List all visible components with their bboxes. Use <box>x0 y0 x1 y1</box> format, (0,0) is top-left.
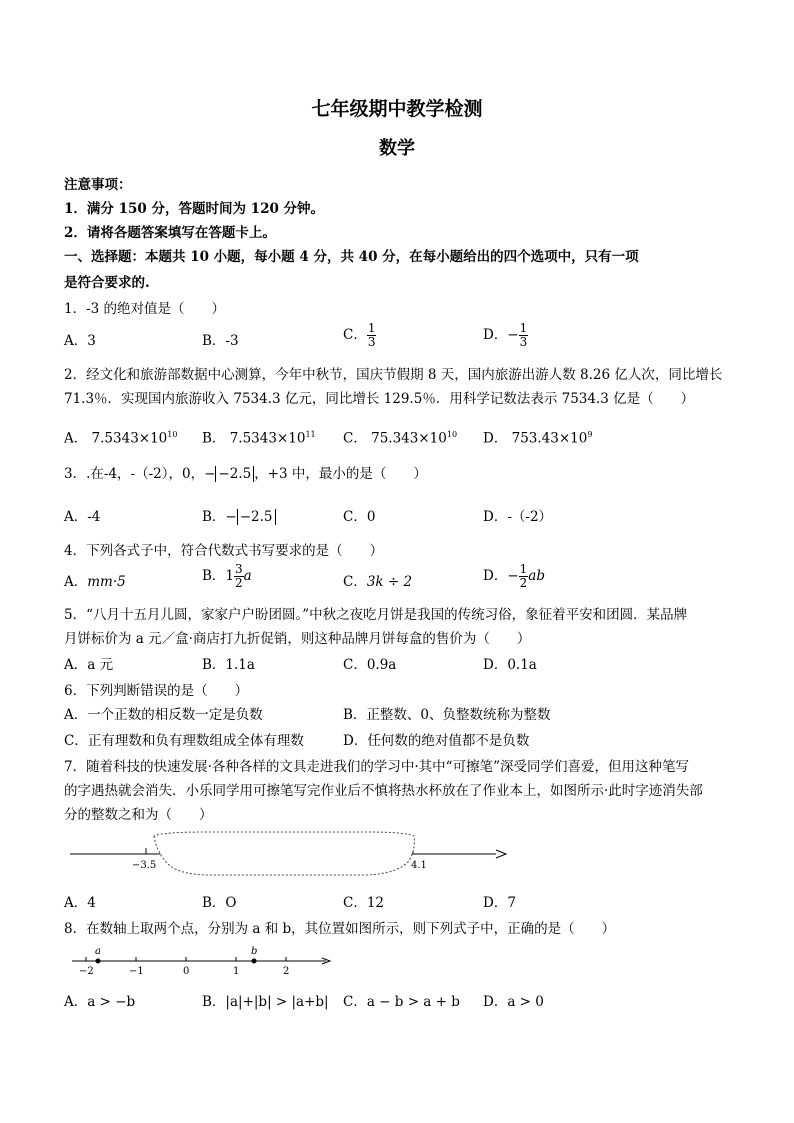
note-1: 1．满分 150 分，答题时间为 120 分钟。 <box>64 201 325 217</box>
q5-option-a: A．a 元 <box>64 657 114 673</box>
denominator: 3 <box>367 335 376 349</box>
q3-option-a: A．-4 <box>64 509 101 525</box>
expression: 3k ÷ 2 <box>366 574 413 590</box>
erased-region-outline <box>154 832 414 875</box>
tick-label-1: 1 <box>233 966 240 977</box>
base: C． 75.343×10 <box>343 430 447 447</box>
q5-stem-line2: 月饼标价为 a 元／盒·商店打九折促销，则这种品牌月饼每盒的售价为（ ） <box>64 631 531 647</box>
tick-label-neg2: −2 <box>79 966 94 977</box>
exam-subject: 数学 <box>379 138 415 159</box>
q4-option-d-fraction <box>519 563 529 590</box>
q4-option-d <box>483 563 545 590</box>
exponent: 11 <box>305 430 316 439</box>
notes-heading: 注意事项： <box>64 177 132 193</box>
q8-option-c: C．a − b > a + b <box>343 994 460 1010</box>
point-b <box>252 959 257 964</box>
q6-option-a: A．一个正数的相反数一定是负数 <box>64 707 263 723</box>
q2-option-a <box>64 426 177 448</box>
q5-option-b: B．1.1a <box>202 657 255 673</box>
q6-stem: 6．下列判断错误的是（ ） <box>64 683 249 699</box>
numerator: 1 <box>519 562 528 576</box>
expression: mm·5 <box>87 574 126 590</box>
q5-option-d: D．0.1a <box>483 657 537 673</box>
q3-option-b <box>202 508 276 526</box>
point-a <box>96 959 101 964</box>
q2-option-b <box>202 426 316 448</box>
q2-option-d <box>483 426 592 448</box>
q4-option-b <box>202 563 252 590</box>
q3-option-d: D．-（-2） <box>483 509 553 525</box>
tick-label-neg1: −1 <box>129 966 144 977</box>
section-1-heading: 一、选择题：本题共 10 小题，每小题 4 分，共 40 分，在每小题给出的四个选项中，只有一项 <box>64 249 639 265</box>
q3-option-c: C．0 <box>343 509 376 525</box>
label: B．1 <box>202 568 235 584</box>
q3-stem-absolute-value: −2.5 <box>215 466 254 482</box>
section-1-heading-cont: 是符合要求的. <box>64 275 150 291</box>
q4-option-b-fraction <box>234 563 244 590</box>
q2-stem-line1: 2．经文化和旅游部数据中心测算，今年中秋节，国庆节假期 8 天，国内旅游出游人数 8.26 亿人次，同比增长 <box>64 367 723 383</box>
q8-option-a: A．a > −b <box>64 994 136 1010</box>
q3-stem-post: ，+3 中，最小的是（ ） <box>254 466 427 482</box>
label: A． <box>64 574 88 590</box>
point-b-label: b <box>251 946 258 957</box>
label: D．− <box>483 568 519 584</box>
numerator: 1 <box>367 321 376 335</box>
q1-option-d-fraction <box>519 322 529 349</box>
q7-stem-line2: 的字遇热就会消失．小乐同学用可擦笔写完作业后不慎将热水杯放在了作业本上，如图所示·此时字迹消失部 <box>64 783 703 799</box>
numerator: 1 <box>519 321 528 335</box>
q1-stem: 1．-3 的绝对值是（ ） <box>64 301 226 317</box>
base: B． 7.5343×10 <box>202 430 306 447</box>
q1-option-c-label: C． <box>343 327 367 343</box>
variable: ab <box>528 568 545 584</box>
denominator: 2 <box>519 576 528 590</box>
q6-option-c: C．正有理数和负有理数组成全体有理数 <box>64 733 304 749</box>
q2-stem-line2: 71.3％．实现国内旅游收入 7534.3 亿元，同比增长 129.5％．用科学记数法表示 7534.3 亿是（ ） <box>64 391 695 407</box>
label: C． <box>343 574 367 590</box>
tick-label-2: 2 <box>283 966 290 977</box>
left-label: −3.5 <box>132 860 157 871</box>
q4-option-a <box>64 573 126 591</box>
q7-option-a: A．4 <box>64 895 96 911</box>
q1-option-d-label: D．− <box>483 327 519 343</box>
q1-option-b: B．-3 <box>202 333 239 349</box>
exponent: 10 <box>446 430 458 439</box>
q7-option-c: C．12 <box>343 895 385 911</box>
exponent: 10 <box>167 430 178 439</box>
q3-option-b-prefix: B．− <box>202 509 237 525</box>
numerator: 3 <box>235 562 243 576</box>
right-label: 4.1 <box>411 860 427 871</box>
base: A． 7.5343×10 <box>64 430 168 447</box>
q2-option-c <box>343 426 457 448</box>
variable: a <box>243 568 252 584</box>
q7-number-line-figure <box>66 828 516 878</box>
q5-option-c: C．0.9a <box>343 657 397 673</box>
q1-option-c <box>343 322 376 349</box>
q3-option-b-absolute-value: −2.5 <box>237 509 276 525</box>
q3-stem <box>64 465 427 483</box>
q1-option-d <box>483 322 528 349</box>
note-2: 2．请将各题答案填写在答题卡上。 <box>64 225 276 241</box>
q8-number-line-figure <box>66 942 336 978</box>
point-a-label: a <box>95 946 101 957</box>
q8-option-b: B．|a|+|b| > |a+b| <box>202 994 329 1010</box>
q7-stem-line1: 7．随着科技的快速发展·各种各样的文具走进我们的学习中·其中“可擦笔”深受同学们喜爱，但用这种笔写 <box>64 759 689 775</box>
q7-option-b: B．O <box>202 895 237 911</box>
exponent: 9 <box>587 430 593 439</box>
denominator: 2 <box>235 576 243 590</box>
q3-stem-pre: 3．.在-4，-（-2），0，− <box>64 466 216 482</box>
q1-option-c-fraction <box>367 322 377 349</box>
denominator: 3 <box>519 335 528 349</box>
q6-option-d: D．任何数的绝对值都不是负数 <box>343 733 530 749</box>
q6-option-b: B．正整数、0、负整数统称为整数 <box>343 707 551 723</box>
q4-option-c <box>343 573 412 591</box>
q8-stem: 8．在数轴上取两个点，分别为 a 和 b，其位置如图所示，则下列式子中，正确的是（ ） <box>64 921 616 937</box>
q4-stem: 4．下列各式子中，符合代数式书写要求的是（ ） <box>64 543 384 559</box>
arrow-head <box>496 850 506 858</box>
q5-stem-line1: 5．“八月十五月儿圆，家家户户盼团圆。”中秋之夜吃月饼是我国的传统习俗，象征着平安和团圆．某品牌 <box>64 607 688 623</box>
q7-option-d: D．7 <box>483 895 516 911</box>
tick-label-0: 0 <box>183 966 190 977</box>
q7-stem-line3: 分的整数之和为（ ） <box>64 807 213 823</box>
q1-option-a: A．3 <box>64 333 96 349</box>
exam-title: 七年级期中教学检测 <box>311 98 483 120</box>
q8-option-d: D．a > 0 <box>483 994 544 1010</box>
base: D． 753.43×10 <box>483 430 588 447</box>
